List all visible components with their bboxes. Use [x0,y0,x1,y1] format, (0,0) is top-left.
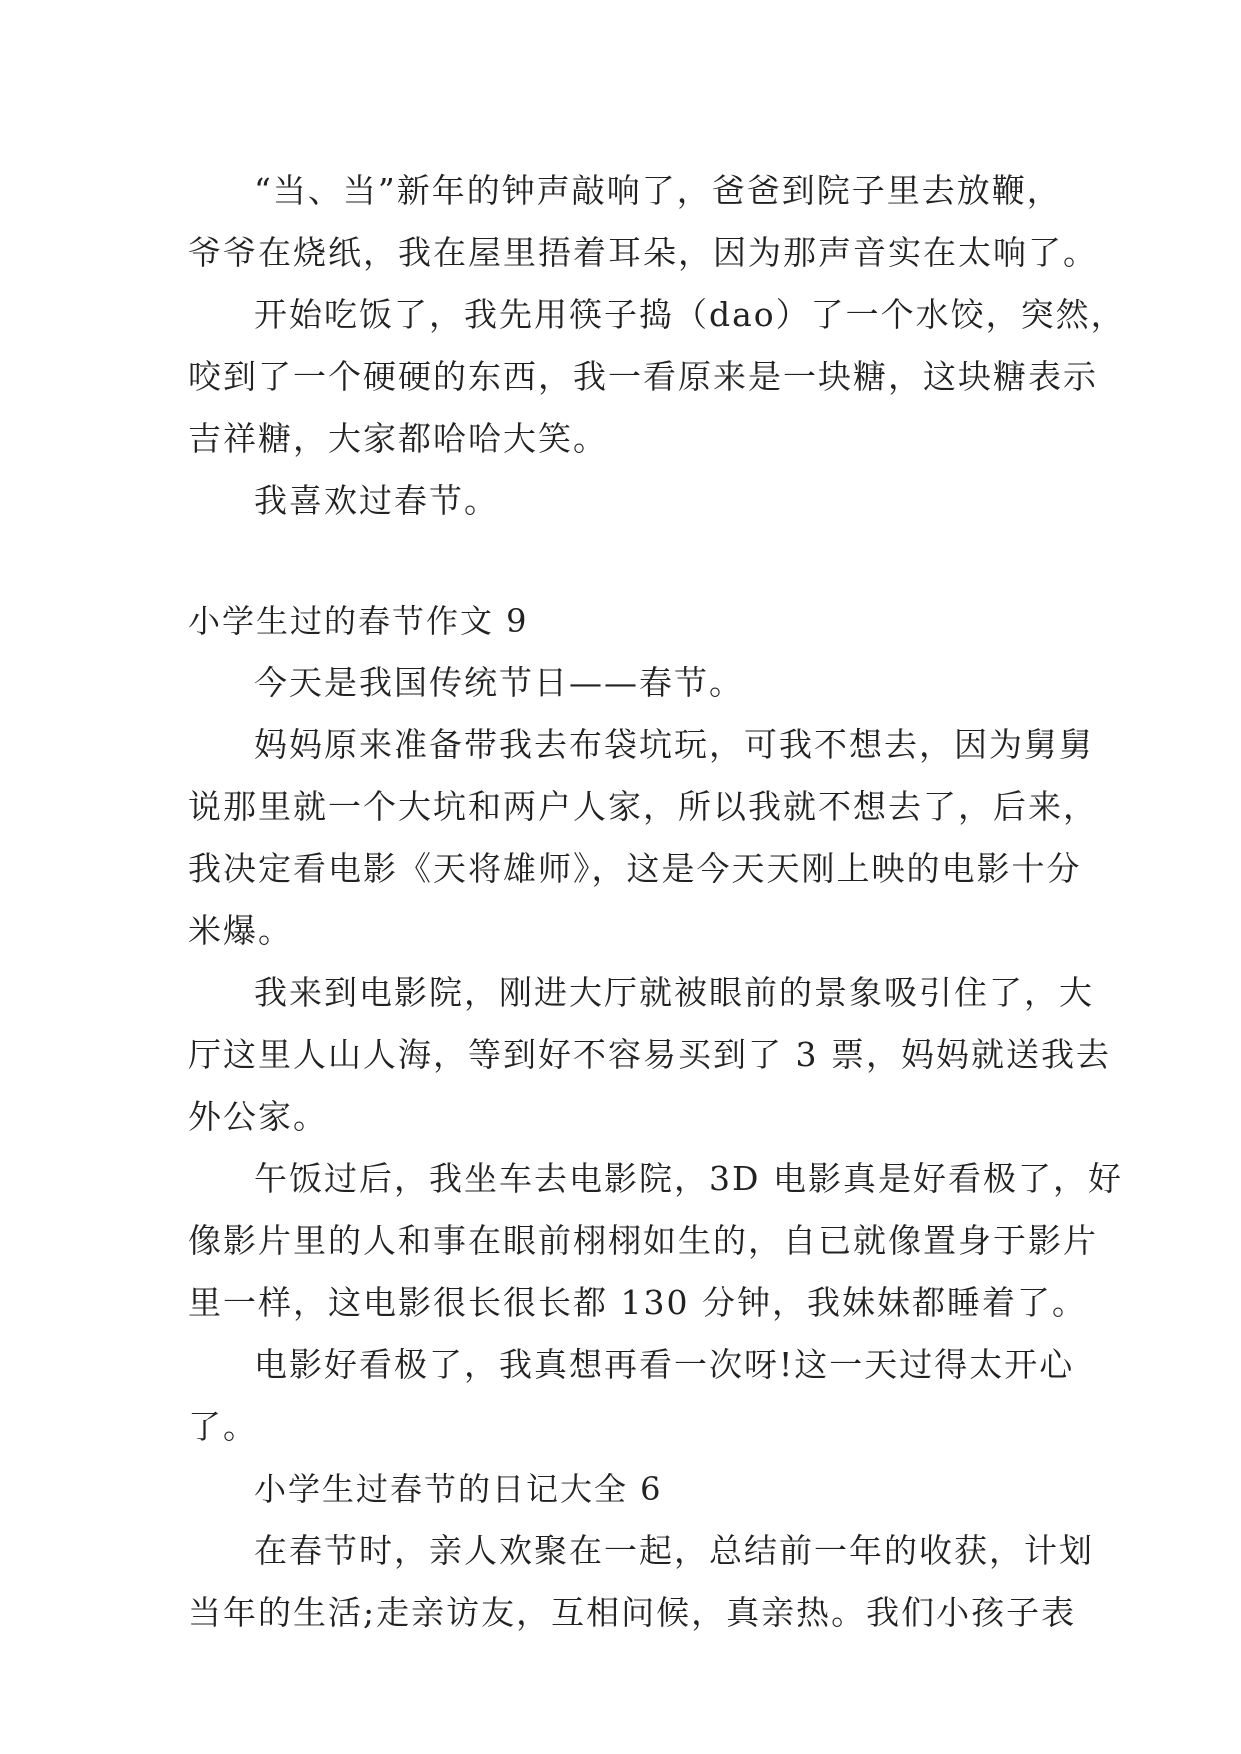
section-title: 小学生过的春节作文 9 [188,602,529,640]
paragraph-line: 妈妈原来准备带我去布袋坑玩，可我不想去，因为舅舅 [254,725,1094,764]
paragraph-line: 当年的生活;走亲访友，互相问候，真亲热。我们小孩子表 [188,1593,1077,1632]
paragraph-line: 像影片里的人和事在眼前栩栩如生的，自已就像置身于影片 [188,1221,1098,1260]
paragraph-line: 里一样，这电影很长很长都 130 分钟，我妹妹都睡着了。 [188,1283,1087,1322]
paragraph-line: 说那里就一个大坑和两户人家，所以我就不想去了，后来， [188,787,1098,826]
paragraph-line: 今天是我国传统节日——春节。 [254,663,744,702]
paragraph-line: 米爆。 [188,911,293,950]
paragraph-line: 我决定看电影《天将雄师》，这是今天天刚上映的电影十分 [188,849,1082,888]
paragraph-line: 在春节时，亲人欢聚在一起，总结前一年的收获，计划 [254,1531,1094,1570]
section-gap [188,532,1058,590]
document-body [188,160,1126,1644]
paragraph-line: 了。 [188,1407,258,1446]
paragraph-line: 午饭过后，我坐车去电影院，3D 电影真是好看极了，好 [254,1159,1123,1198]
section-title: 小学生过春节的日记大全 6 [254,1470,663,1508]
paragraph-line: 外公家。 [188,1097,328,1136]
paragraph-line: 吉祥糖，大家都哈哈大笑。 [188,419,608,458]
paragraph-line: 我喜欢过春节。 [254,481,499,520]
paragraph-line: 咬到了一个硬硬的东西，我一看原来是一块糖，这块糖表示 [188,357,1098,396]
paragraph-line: 厅这里人山人海，等到好不容易买到了 3 票，妈妈就送我去 [188,1035,1111,1074]
paragraph-line: 爷爷在烧纸，我在屋里捂着耳朵，因为那声音实在太响了。 [188,233,1098,272]
paragraph-line: 开始吃饭了，我先用筷子捣（dao）了一个水饺，突然， [254,295,1126,334]
paragraph-line: 电影好看极了，我真想再看一次呀!这一天过得太开心 [254,1345,1075,1384]
paragraph-line: 我来到电影院，刚进大厅就被眼前的景象吸引住了，大 [254,973,1094,1012]
paragraph-line: “当、当”新年的钟声敲响了，爸爸到院子里去放鞭， [254,171,1062,210]
